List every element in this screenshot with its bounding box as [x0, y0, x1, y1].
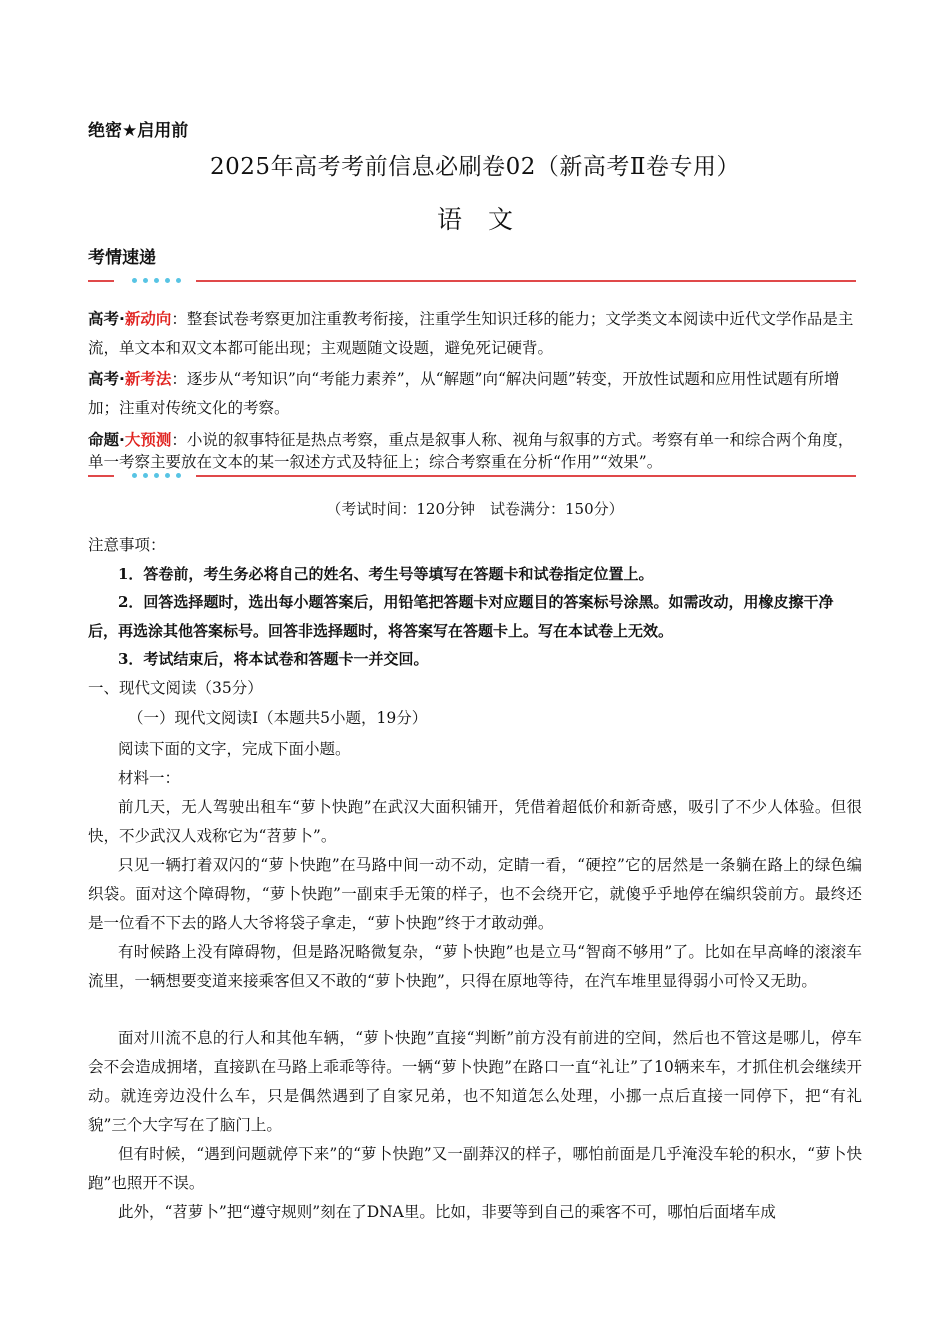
subsection-title: （一）现代文阅读Ⅰ（本题共5小题，19分）: [128, 709, 428, 727]
exam-title: 2025年高考考前信息必刷卷02（新高考Ⅱ卷专用）: [210, 154, 740, 180]
overview-item-prediction: 命题·大预测：小说的叙事特征是热点考察，重点是叙事人称、视角与叙事的方式。考察有单一和综合两个角度，单一考察主要放在文本的某一叙述方式及特征上；综合考察重在分析“作用”“效果”。: [88, 431, 854, 471]
article-paragraph: 但有时候，“遇到问题就停下来”的“萝卜快跑”又一副莽汉的样子，哪怕前面是几乎淹没车轮的积水，“萝卜快跑”也照开不误。: [88, 1145, 862, 1192]
reading-instruction: 阅读下面的文字，完成下面小题。: [118, 740, 351, 758]
material-label: 材料一：: [118, 769, 181, 787]
overview-item-text: 逐步从“考知识”向“考能力素养”，从“解题”向“解决问题”转变，开放性试题和应用性试题有所增加；注重对传统文化的考察。: [88, 370, 840, 417]
article-paragraph: 面对川流不息的行人和其他车辆，“萝卜快跑”直接“判断”前方没有前进的空间，然后也不管这是哪儿，停车会不会造成拥堵，直接趴在马路上乖乖等待。一辆“萝卜快跑”在路口一直“礼让”了10辆来车，才抓住机会继续开动。就连旁边没什么车，只是偶然遇到了自家兄弟，也不知道怎么处理，小挪一点后直接一同停下，把“有礼貌”三个大字写在了脑门上。: [88, 1029, 862, 1134]
divider-line-left: [88, 475, 114, 477]
divider-line-right: [196, 280, 856, 282]
article-paragraph: 只见一辆打着双闪的“萝卜快跑”在马路中间一动不动，定睛一看，“硬控”它的居然是一条躺在路上的绿色编织袋。面对这个障碍物，“萝卜快跑”一副束手无策的样子，也不会绕开它，就傻乎乎地停在编织袋前方。最终还是一位看不下去的路人大爷将袋子拿走，“萝卜快跑”终于才敢动弹。: [88, 856, 862, 932]
subject-title: 语文: [436, 205, 539, 234]
overview-item-new-trend: 高考·新动向：整套试卷考察更加注重教考衔接，注重学生知识迁移的能力；文学类文本阅读中近代文学作品是主流，单文本和双文本都可能出现；主观题随文设题，避免死记硬背。: [88, 310, 854, 357]
top-divider: [88, 277, 856, 287]
bottom-divider: [88, 472, 856, 482]
note-item: 2．回答选择题时，选出每小题答案后，用铅笔把答题卡对应题目的答案标号涂黑。如需改动，用橡皮擦干净后，再选涂其他答案标号。回答非选择题时，将答案写在答题卡上。写在本试卷上无效。: [88, 593, 834, 640]
article-paragraph: 前几天，无人驾驶出租车“萝卜快跑”在武汉大面积铺开，凭借着超低价和新奇感，吸引了不少人体验。但很快，不少武汉人戏称它为“苕萝卜”。: [88, 798, 862, 845]
article-paragraph: 有时候路上没有障碍物，但是路况略微复杂，“萝卜快跑”也是立马“智商不够用”了。比如在早高峰的滚滚车流里，一辆想要变道来接乘客但又不敢的“萝卜快跑”，只得在原地等待，在汽车堆里显得弱小可怜又无助。: [88, 943, 862, 990]
exam-info: （考试时间：120分钟 试卷满分：150分）: [326, 500, 624, 518]
notes-title: 注意事项：: [88, 536, 166, 554]
overview-label-highlight: 新动向: [124, 310, 172, 328]
overview-item-text: 整套试卷考察更加注重教考衔接，注重学生知识迁移的能力；文学类文本阅读中近代文学作品是主流，单文本和双文本都可能出现；主观题随文设题，避免死记硬背。: [88, 310, 854, 357]
divider-line-right: [196, 475, 856, 477]
overview-item-new-method: 高考·新考法：逐步从“考知识”向“考能力素养”，从“解题”向“解决问题”转变，开放性试题和应用性试题有所增加；注重对传统文化的考察。: [88, 370, 840, 417]
overview-label-highlight: 大预测: [124, 431, 172, 449]
overview-label-prefix: 命题·: [88, 431, 125, 449]
article-paragraph: 此外，“苕萝卜”把“遵守规则”刻在了DNA里。比如，非要等到自己的乘客不可，哪怕后面堵车成: [118, 1203, 776, 1221]
overview-label-prefix: 高考·: [88, 310, 125, 328]
divider-dots: [132, 278, 181, 283]
overview-item-text: 小说的叙事特征是热点考察，重点是叙事人称、视角与叙事的方式。考察有单一和综合两个角度，单一考察主要放在文本的某一叙述方式及特征上；综合考察重在分析“作用”“效果”。: [88, 431, 854, 471]
divider-line-left: [88, 280, 114, 282]
overview-label-highlight: 新考法: [124, 370, 172, 388]
section-title: 一、现代文阅读（35分）: [88, 679, 263, 697]
secret-label: 绝密★启用前: [88, 121, 189, 141]
note-item: 1．答卷前，考生务必将自己的姓名、考生号等填写在答题卡和试卷指定位置上。: [118, 565, 654, 583]
note-item: 3．考试结束后，将本试卷和答题卡一并交回。: [118, 650, 429, 668]
overview-heading: 考情速递: [88, 248, 156, 268]
overview-label-prefix: 高考·: [88, 370, 125, 388]
divider-dots: [132, 473, 181, 478]
